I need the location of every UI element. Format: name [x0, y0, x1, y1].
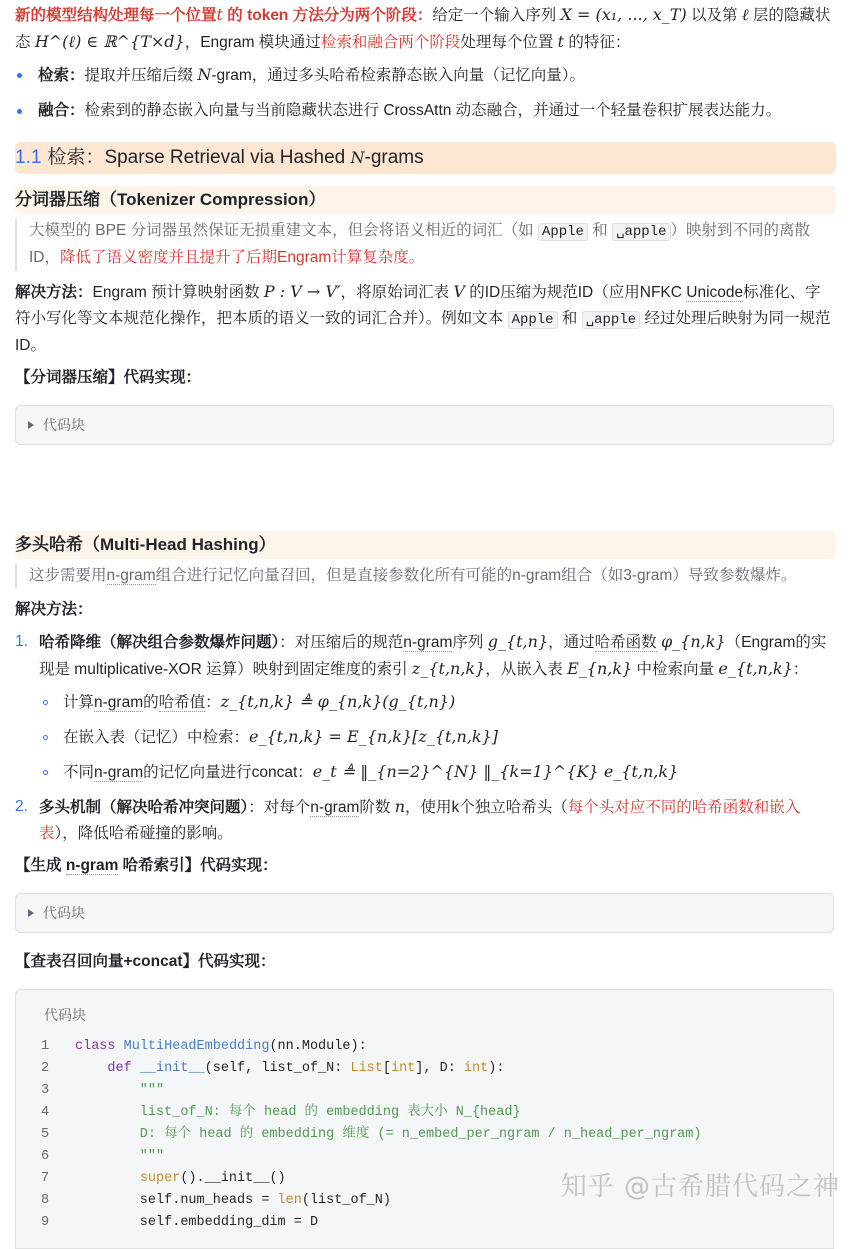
- multihead-quote: [15, 563, 834, 589]
- heading-text: 【生成: [15, 857, 66, 874]
- inline-code: Apple: [538, 223, 588, 241]
- quote-text: 组合进行记忆向量召回，但是直接参数化所有可能的n-gram组合（如3-gram）导致参数爆炸。: [155, 567, 797, 584]
- solution-label: 解决方法：: [15, 284, 93, 301]
- step-text: 中检索向量: [632, 661, 719, 678]
- bullet-text: 检索到的静态嵌入向量与当前隐藏状态进行 CrossAttn 动态融合，并通过一个轻量卷积扩展表达能力。: [84, 102, 782, 119]
- code-line: [16, 1212, 833, 1234]
- math-t: t: [557, 32, 565, 51]
- hollow-bullet-icon: [43, 770, 48, 775]
- step-text: ：对压缩后的规范: [279, 634, 404, 651]
- sub-text: 的: [143, 694, 159, 711]
- math-phi: φ_{n,k}: [660, 632, 726, 651]
- zhihu-watermark: 知乎 @古希腊代码之神: [560, 1172, 840, 1202]
- intro-text: 以及第: [686, 7, 742, 24]
- ngram-link[interactable]: n-gram: [310, 799, 360, 816]
- sub-text: 不同: [63, 764, 95, 781]
- line-number: 4: [41, 1105, 50, 1120]
- inline-code: ␣apple: [612, 223, 670, 241]
- section-heading-1-1: [15, 142, 836, 174]
- solution-text: 标准化、字符小写化等文本规范化操作，把本质的语义一致的词汇合并）。例如文本: [15, 284, 821, 327]
- code-text: self.embedding_dim = D: [75, 1215, 319, 1230]
- math-g: g_{t,n}: [487, 632, 549, 651]
- math-V: V: [453, 282, 465, 301]
- code-line: [16, 1102, 833, 1124]
- intro-text: 的特征：: [564, 34, 631, 51]
- lookup-concat-code-heading: 【查表召回向量+concat】代码实现：: [15, 953, 276, 970]
- tokenizer-solution: [15, 279, 834, 359]
- ngram-link[interactable]: n-gram: [65, 857, 119, 874]
- math-E: E_{n,k}: [567, 659, 633, 678]
- solution-text: 的ID压缩为规范ID（应用NFKC: [464, 284, 687, 301]
- bullet-label: 融合：: [38, 102, 85, 119]
- code-text: super().__init__(): [139, 1171, 286, 1186]
- line-number: 6: [41, 1149, 50, 1164]
- line-number: 7: [41, 1171, 50, 1186]
- step-text: 序列: [452, 634, 488, 651]
- intro-text: ，Engram 模块通过: [184, 34, 321, 51]
- solution-text: Engram 预计算映射函数: [92, 284, 264, 301]
- step-text: ，使用k个独立哈希头（: [405, 799, 568, 816]
- code-text: class MultiHeadEmbedding(nn.Module):: [75, 1039, 367, 1054]
- step-number: 2.: [15, 798, 28, 815]
- math-formula: z_{t,n,k} ≜ φ_{n,k}(g_{t,n}): [220, 692, 456, 711]
- code-text: list_of_N: 每个 head 的 embedding 表大小 N_{head}: [75, 1105, 521, 1120]
- step-label: 哈希降维（解决组合参数爆炸问题）: [39, 634, 280, 651]
- intro-text: 给定一个输入序列: [432, 7, 561, 24]
- code-text: D: 每个 head 的 embedding 维度 (= n_embed_per_ngram / n_head_per_ngram): [75, 1127, 702, 1142]
- inline-code: ␣apple: [582, 311, 640, 329]
- step-label: 多头机制（解决哈希冲突问题）: [39, 799, 249, 816]
- ngram-link[interactable]: n-gram: [106, 567, 156, 584]
- math-N: N: [197, 65, 212, 84]
- sub-item-lookup: [39, 724, 834, 751]
- sub-text: 的记忆向量进行concat：: [143, 764, 313, 781]
- code-block-title: 代码块: [44, 1007, 86, 1023]
- bullet-text: 提取并压缩后缀: [84, 67, 198, 84]
- stage-bullet-list: [15, 62, 834, 124]
- bullet-text: -gram，通过多头哈希检索静态嵌入向量（记忆向量）。: [211, 67, 586, 84]
- quote-red-text: 降低了语义密度并且提升了后期Engram计算复杂度。: [60, 249, 425, 266]
- section-title-suffix: -grams: [364, 147, 424, 168]
- tokenizer-code-block-toggle[interactable]: [15, 405, 834, 445]
- solution-text: 和: [557, 310, 582, 327]
- code-text: """: [75, 1149, 165, 1164]
- line-number: 9: [41, 1215, 50, 1230]
- step-number: 1.: [15, 633, 28, 650]
- unicode-link[interactable]: Unicode: [686, 284, 744, 301]
- quote-text: ）映射到不同的离散ID，: [29, 222, 811, 266]
- tokenizer-quote: [15, 218, 834, 271]
- math-H: H^(ℓ) ∈ ℝ^{T×d}: [34, 32, 185, 51]
- math-e: e_{t,n,k}: [718, 659, 793, 678]
- expand-triangle-icon: [28, 909, 34, 917]
- intro-lead-red2: 的 token 方法分为两个阶段：: [222, 7, 433, 24]
- tokenizer-code-heading: 【分词器压缩】代码实现：: [15, 369, 202, 386]
- step-text: ，从嵌入表: [485, 661, 568, 678]
- code-line: [16, 1124, 833, 1146]
- heading-multi-head-hashing: 多头哈希（Multi-Head Hashing）: [15, 531, 836, 559]
- step-red-text: 每个头对应不同的哈希函数和嵌入表: [39, 799, 801, 842]
- expand-triangle-icon: [28, 421, 34, 429]
- line-number: 1: [41, 1039, 50, 1054]
- hash-index-code-heading: [15, 853, 834, 879]
- step-hash-reduction: [15, 629, 834, 786]
- multihead-steps: [15, 629, 834, 847]
- hollow-bullet-icon: [43, 735, 48, 740]
- bullet-retrieval: [15, 62, 834, 89]
- step-text: ，通过: [548, 634, 595, 651]
- code-line: [16, 1036, 833, 1058]
- hash-index-code-block-toggle[interactable]: [15, 893, 834, 933]
- line-number: 3: [41, 1083, 50, 1098]
- step-text: 阶数: [359, 799, 395, 816]
- math-z: z_{t,n,k}: [411, 659, 486, 678]
- sub-item-hash-value: [39, 689, 834, 716]
- intro-text: 处理每个位置: [460, 34, 558, 51]
- code-block-label: 代码块: [43, 417, 85, 433]
- solution-text: ，将原始词汇表: [340, 284, 454, 301]
- intro-red-mid: 检索和融合两个阶段: [320, 34, 461, 51]
- quote-text: 这步需要用: [29, 567, 107, 584]
- inline-code: Apple: [508, 311, 558, 329]
- heading-text: 哈希索引】代码实现：: [118, 857, 278, 874]
- code-line: [16, 1080, 833, 1102]
- hash-value-link[interactable]: 哈希值: [158, 694, 206, 711]
- solution-text: 经过处理后映射为同一规范ID。: [15, 310, 831, 354]
- math-n: n: [394, 797, 406, 816]
- hollow-bullet-icon: [43, 700, 48, 705]
- bullet-label: 检索：: [38, 67, 85, 84]
- line-number: 5: [41, 1127, 50, 1142]
- heading-tokenizer-compression: 分词器压缩（Tokenizer Compression）: [15, 186, 836, 214]
- math-formula: e_t ≜ ‖_{n=2}^{N} ‖_{k=1}^{K} e_{t,n,k}: [312, 762, 679, 781]
- sub-text: 计算: [63, 694, 95, 711]
- math-X: X = (x₁, ..., x_T): [560, 5, 687, 24]
- step-text: ），降低哈希碰撞的影响。: [54, 825, 233, 842]
- math-formula: e_{t,n,k} = E_{n,k}[z_{t,n,k}]: [249, 727, 499, 746]
- quote-text: 和: [587, 222, 613, 239]
- bullet-dot-icon: [17, 109, 22, 114]
- quote-text: 大模型的 BPE 分词器虽然保证无损重建文本，但会将语义相近的词汇（如: [29, 222, 538, 239]
- sub-item-concat: [39, 759, 834, 786]
- math-P: P : V → V′: [263, 282, 341, 301]
- code-text: def __init__(self, list_of_N: List[int], D: int):: [107, 1061, 505, 1076]
- section-title-prefix: 检索：: [47, 147, 105, 168]
- sub-text: 在嵌入表（记忆）中检索：: [63, 729, 250, 746]
- hash-sub-list: [39, 689, 834, 786]
- step-text: ：: [792, 661, 809, 678]
- multihead-solution-label: 解决方法：: [15, 601, 93, 618]
- section-title: Sparse Retrieval via Hashed: [104, 147, 351, 168]
- intro-text: 层的隐藏状态: [15, 7, 831, 51]
- bullet-fusion: [15, 98, 834, 124]
- step-text: ：对每个: [248, 799, 311, 816]
- hash-function-link[interactable]: 哈希函数: [594, 634, 657, 651]
- code-text: """: [75, 1083, 165, 1098]
- intro-paragraph: [15, 2, 834, 56]
- line-number: 8: [41, 1193, 50, 1208]
- ngram-link[interactable]: n-gram: [94, 694, 144, 711]
- math-t: t: [216, 5, 223, 24]
- bullet-dot-icon: [17, 73, 22, 78]
- intro-lead-red: 新的模型结构处理每一个位置: [15, 7, 217, 24]
- math-N: N: [350, 148, 365, 167]
- step-multi-head: [15, 794, 834, 847]
- line-number: 2: [41, 1061, 50, 1076]
- multihead-embedding-code-block[interactable]: [15, 989, 834, 1249]
- code-line: [16, 1146, 833, 1168]
- sub-text: ：: [205, 694, 221, 711]
- code-text: self.num_heads = len(list_of_N): [75, 1193, 391, 1208]
- code-line: [16, 1058, 833, 1080]
- code-block-label: 代码块: [43, 905, 85, 921]
- spacer: [15, 461, 834, 519]
- ngram-link[interactable]: n-gram: [94, 764, 144, 781]
- math-l: ℓ: [741, 5, 749, 24]
- section-number: 1.1: [15, 147, 42, 168]
- step-text: （Engram的实现是 multiplicative-XOR 运算）映射到固定维度的索引: [39, 634, 827, 678]
- ngram-link[interactable]: n-gram: [403, 634, 453, 651]
